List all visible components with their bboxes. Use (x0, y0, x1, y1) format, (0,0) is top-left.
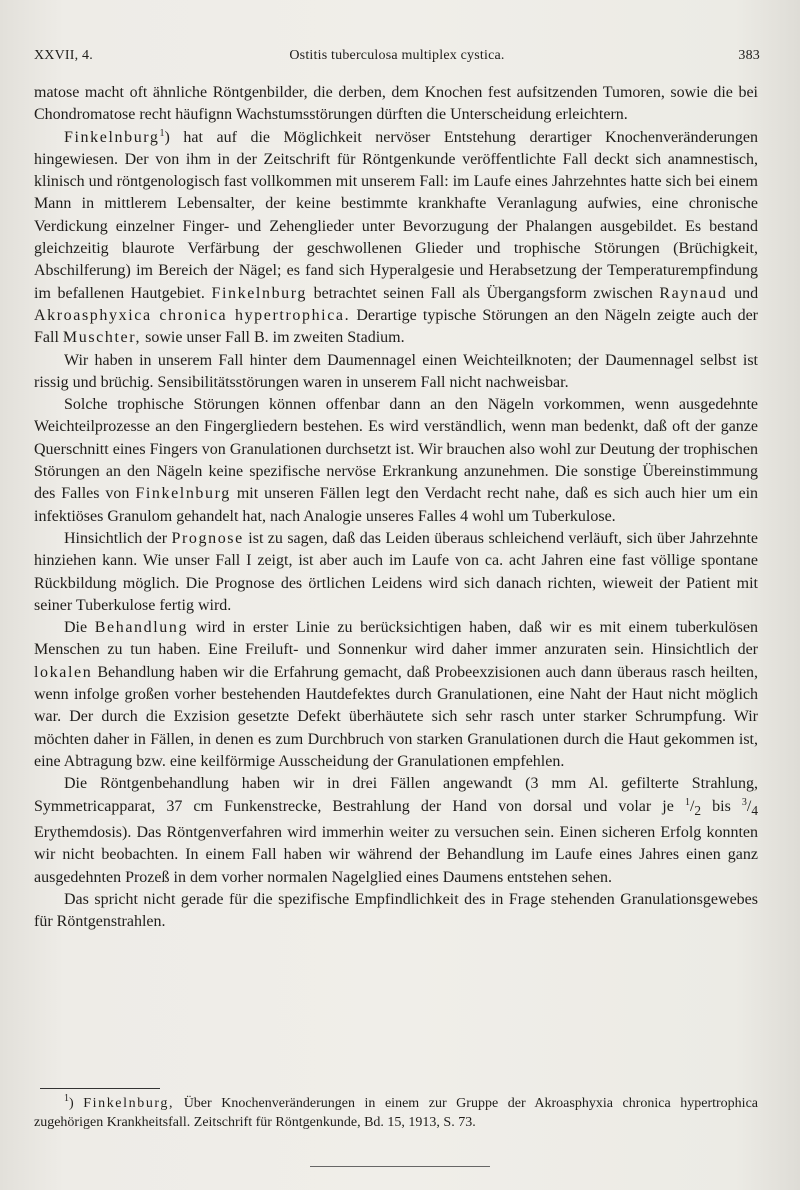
emphasis: Prognose (171, 529, 244, 547)
paragraph-7: Die Röntgenbehandlung haben wir in drei Fällen angewandt (3 mm Al. gefilterte Strahlung, Symmetricapparat, 37 cm Funkenstrecke, Bestrahlung der Hand von dorsal und volar je $^1/_2$ bis $^3/_4$ Erythemdosis). Das Röntgenverfahren wird immerhin weiter zu versuchen sein. Einen sicheren Erfolg konnten wir nicht beobachten. In einem Fall haben wir während der Behandlung im Laufe eines Jahres einen ganz ausgedehnten Prozeß in dem vorher normalen Nagelglied eines Daumens entstehen sehen. (34, 775, 759, 886)
footnote: $^1$) Finkelnburg, Über Knochenveränderungen in einem zur Gruppe der Akroasphyxia chronica hypertrophica zugehörigen Krankheitsfall. Zeitschrift für Röntgenkunde, Bd. 15, 1913, S. 73. (34, 1093, 758, 1130)
footnote-separator (40, 1088, 160, 1089)
paragraph-6: Die Behandlung wird in erster Linie zu berücksichtigen haben, daß wir es mit einem tuberkulösen Menschen zu tun haben. Eine Freiluft- und Sonnenkur wird daher immer anzuraten sein. Hinsichtlich der lokalen Behandlung haben wir die Erfahrung gemacht, daß Probeexzisionen auch dann überaus rasch heilten, wenn infolge großen vorher bestehenden Hautdefektes durch Granulationen, eine Naht der Haut nicht möglich war. Der durch die Exzision gesetzte Defekt überhäutete sich sehr rasch unter starker Schrumpfung. Wir möchten daher in Fällen, in denen es zum Durchbruch von starken Granulationen durch die Haut gekommen ist, eine Abtragung bzw. eine keilförmige Ausscheidung der Granulationen empfehlen. (34, 619, 759, 770)
footnote-mark: 1 (159, 127, 165, 139)
emphasis: Behandlung (94, 619, 189, 637)
fraction-denominator: 4 (751, 802, 759, 818)
paragraph-5: Hinsichtlich der Prognose ist zu sagen, daß das Leiden überaus schleichend verläuft, sich über Jahrzehnte hinziehen kann. Wie unser Fall I zeigt, ist aber auch im Laufe von ca. acht Jahren eine fast völlige spontane Rückbildung möglich. Die Prognose des örtlichen Leidens wird sich danach richten, wieweit der Patient mit seiner Tuberkulose fertig wird. (34, 529, 759, 614)
author-name: Finkelnburg (135, 485, 231, 503)
fraction-numerator: 1 (684, 796, 690, 808)
paragraph-3: Wir haben in unserem Fall hinter dem Daumennagel einen Weichteilknoten; der Daumennagel selbst ist rissig und brüchig. Sensibilitätsstörungen waren in unserem Fall nicht nachweisbar. (34, 351, 758, 391)
fraction-denominator: 2 (694, 802, 702, 818)
paragraph-4: Solche trophische Störungen können offenbar dann an den Nägeln vorkommen, wenn ausgedehnte Weichteilprozesse an den Fingergliedern bestehen. Es wird verständlich, wenn man bedenkt, daß oft der ganze Querschnitt eines Fingers von Granulationen durchsetzt ist. Wir brauchen also wohl zur Deutung der trophischen Störungen an den Nägeln keine spezifische nervöse Erkrankung anzunehmen. Die sonstige Übereinstimmung des Falles von Finkelnburg mit unseren Fällen legt den Verdacht recht nahe, daß es sich auch hier um ein infektiöses Granulom gehandelt hat, nach Analogie unseres Falles 4 wohl um Tuberkulose. (34, 396, 759, 525)
footnote-mark: 1 (64, 1093, 69, 1104)
body-text (34, 82, 758, 933)
volume-issue: XXVII, 4. (34, 48, 93, 63)
bottom-divider (310, 1166, 490, 1167)
running-header (34, 48, 760, 70)
running-title: Ostitis tuberculosa multiplex cystica. (289, 48, 505, 63)
author-name: Raynaud (659, 284, 728, 302)
paragraph-8: Das spricht nicht gerade für die spezifische Empfindlichkeit des in Frage stehenden Granulationsgewebes für Röntgenstrahlen. (34, 890, 758, 931)
author-name: Finkelnburg (64, 128, 160, 146)
disease-name: Akroasphyxica chronica hypertrophica. (34, 306, 351, 324)
fraction-numerator: 3 (741, 796, 747, 808)
paragraph-1: matose macht oft ähnliche Röntgenbilder, die derben, dem Knochen fest aufsitzenden Tumoren, sowie die bei Chondromatose recht häufignn Wachstumsstörungen dürften die Unterscheidung erleichtern. (34, 84, 758, 124)
author-name: Finkelnburg (211, 284, 308, 302)
paragraph-2: Finkelnburg$^1$) hat auf die Möglichkeit nervöser Entstehung derartiger Knochenveränderungen hingewiesen. Der von ihm in der Zeitschrift für Röntgenkunde veröffentlichte Fall deckt sich anamnestisch, klinisch und röntgenologisch fast vollkommen mit unserem Fall: im Laufe eines Jahrzehntes hatte sich bei einem Mann in mittlerem Lebensalter, der keine bestimmte krankhafte Veranlagung aufwies, eine chronische Verdickung einzelner Finger- und Zehenglieder unter Bevorzugung der Phalangen ausgebildet. Es bestand gleichzeitig blaurote Verfärbung der geschwollenen Glieder und trophische Störungen (Brüchigkeit, Abschilferung) im Bereich der Nägel; es fand sich Hyperalgesie und Herabsetzung der Temperaturempfindung im befallenen Hautgebiet. Finkelnburg betrachtet seinen Fall als Übergangsform zwischen Raynaud und Akroasphyxica chronica hypertrophica. Derartige typische Störungen an den Nägeln zeigte auch der Fall Muschter, sowie unser Fall B. im zweiten Stadium. (34, 127, 759, 347)
page-number: 383 (738, 48, 760, 63)
author-name: Muschter, (62, 329, 142, 347)
emphasis: lokalen (34, 663, 93, 681)
author-name: Finkelnburg, (83, 1096, 175, 1111)
